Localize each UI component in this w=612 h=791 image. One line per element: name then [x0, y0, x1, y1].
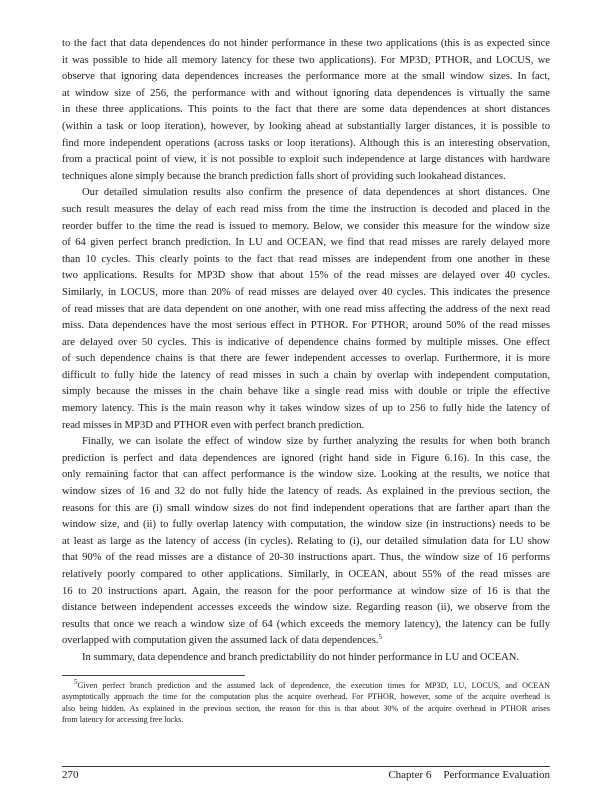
- text-line-content: relatively poorly compared to other applications. Similarly, in OCEAN, about 55% of the read misses are: [62, 569, 550, 580]
- footnote-line-content: asymptotically approach the time for the computation plus the acquire overhead. For PTHOR, however, some of the acquire overhead is: [62, 692, 550, 702]
- text-line: [62, 501, 550, 518]
- paragraph: [62, 185, 550, 434]
- text-line: [62, 567, 550, 584]
- text-line: [62, 252, 550, 269]
- text-line: [62, 584, 550, 601]
- text-line-content: it was possible to hide all memory latency for these two applications). For MP3D, PTHOR, and LOCUS, we: [62, 54, 550, 66]
- text-line-content: memory latency. This is the main reason why it takes window sizes of up to 256 to fully hide the latency of: [62, 403, 550, 415]
- page-footer: [62, 769, 550, 781]
- text-line-content: Finally, we can isolate the effect of window size by further analyzing the results for when both branch: [82, 436, 550, 448]
- text-line: [62, 650, 550, 667]
- text-line: [62, 467, 550, 484]
- chapter-number: Chapter 6: [388, 769, 432, 781]
- text-line: [62, 318, 550, 335]
- paragraph: [62, 36, 550, 185]
- text-line: [62, 550, 550, 567]
- text-line: [62, 418, 550, 435]
- text-line-content: reasons for this are (i) small window sizes do not find independent operations that are farther apart than the: [62, 502, 550, 514]
- text-line-content: to the fact that data dependences do not hinder performance in these two applications (this is as expected since: [62, 38, 550, 49]
- text-line: [62, 235, 550, 252]
- text-line-content: two applications. Results for MP3D show that about 15% of the read misses are delayed over 40 cycles.: [62, 270, 550, 282]
- text-line-content: results that once we reach a window size of 64 (which exceeds the memory latency), the latency can be fully: [62, 618, 550, 630]
- text-line: [62, 368, 550, 385]
- text-line: [62, 36, 550, 53]
- footnote-line: [62, 691, 550, 702]
- text-line: [62, 53, 550, 70]
- footnote-line-content: also being hidden. As explained in the previous section, the reason for this is that about 30% of the acquire overhead in PTHOR arises: [62, 703, 550, 713]
- text-line-content: are delayed over 50 cycles. This is indicative of dependence chains formed by multiple misses. One effect: [62, 336, 550, 348]
- running-header: [388, 769, 550, 781]
- text-line: [62, 484, 550, 501]
- text-line: [62, 600, 550, 617]
- text-line-content: (within a task or loop iteration), however, by looking ahead at substantially larger distances, it is possible to: [62, 120, 550, 132]
- text-line: [62, 219, 550, 236]
- footnote-line: [62, 703, 550, 714]
- text-line-content: prediction is perfect and data dependences are ignored (right hand side in Figure 6.16). In this case, the: [62, 452, 550, 464]
- text-line: [62, 384, 550, 401]
- footnote-line-content: from latency for accessing free locks.: [62, 714, 184, 724]
- text-line: [62, 351, 550, 368]
- text-line-content: of such dependence chains is that there are fewer independent accesses to overlap. Furthermore, it is more: [62, 353, 550, 365]
- body-text: [62, 36, 550, 667]
- text-line-content: observe that ignoring data dependences increases the performance more at the small window sizes. In fact,: [62, 71, 550, 83]
- text-line: [62, 534, 550, 551]
- text-line: [62, 102, 550, 119]
- chapter-title: Performance Evaluation: [443, 769, 550, 781]
- text-line: [62, 451, 550, 468]
- footnote-line: [62, 714, 550, 725]
- text-line: [62, 86, 550, 103]
- text-line: [62, 69, 550, 86]
- text-line-content: only remaining factor that can affect performance is the window size. Looking at the results, we notice that: [62, 469, 550, 481]
- text-line-content: in these three applications. This points to the fact that there are some data dependences at short distances: [62, 104, 550, 116]
- text-line: [62, 633, 550, 650]
- text-line-content: of 64 given perfect branch prediction. In LU and OCEAN, we find that read misses are rarely delayed more: [62, 237, 550, 249]
- text-line-content: read misses in MP3D and PTHOR even with perfect branch prediction.: [62, 419, 365, 431]
- text-line-content: window sizes of 16 and 32 do not fully hide the latency of reads. As explained in the previous section, the: [62, 486, 550, 498]
- text-line-content: at least as large as the latency of access (in cycles). Relating to (i), our detailed simulation data for LU show: [62, 535, 550, 547]
- footnote-divider: [62, 675, 245, 676]
- text-line: [62, 152, 550, 169]
- text-line: [62, 185, 550, 202]
- text-line: [62, 202, 550, 219]
- text-line: [62, 119, 550, 136]
- footnote: [62, 680, 550, 725]
- text-line-content: simply because the misses in the chain behave like a single read miss with double or triple the effective: [62, 386, 550, 398]
- page-number: 270: [62, 769, 79, 781]
- text-line: [62, 434, 550, 451]
- text-line-content: overlapped with computation given the assumed lack of data dependences.: [62, 635, 379, 647]
- footer-divider: [62, 766, 550, 767]
- text-line-content: Our detailed simulation results also confirm the presence of data dependences at short distances. One: [82, 187, 550, 199]
- text-line-content: distance between independent accesses exceeds the window size. Regarding reason (ii), we observe from the: [62, 602, 550, 614]
- text-line-content: difficult to fully hide the latency of read misses in such a chain by overlap with independent computation,: [62, 369, 550, 381]
- text-line: [62, 285, 550, 302]
- paragraph: [62, 434, 550, 650]
- text-line-content: find more independent operations (across tasks or loop iterations). Although this is an interesting observation,: [62, 137, 550, 149]
- text-line-content: such result measures the delay of each read miss from the time the instruction is decoded and placed in the: [62, 203, 550, 215]
- text-line-content: miss. Data dependences have the most serious effect in PTHOR. For PTHOR, around 50% of the read misses: [62, 320, 550, 332]
- text-line-content: that 90% of the read misses are a distance of 20-30 instructions apart. Thus, the window size of 16 performs: [62, 552, 550, 564]
- text-line-content: In summary, data dependence and branch predictability do not hinder performance in LU and OCEAN.: [82, 651, 520, 663]
- text-line: [62, 617, 550, 634]
- text-line-content: 16 to 20 instructions apart. Again, the reason for the poor performance at window size of 16 is that the: [62, 585, 550, 597]
- footnote-line: [62, 680, 550, 691]
- text-line-content: of read misses that are data dependent on one another, with one read miss affecting the address of the next read: [62, 303, 550, 315]
- paragraph: [62, 650, 550, 667]
- text-line-content: techniques alone simply because the branch prediction falls short of providing such lookahead distances.: [62, 170, 506, 182]
- text-line: [62, 517, 550, 534]
- text-line: [62, 401, 550, 418]
- text-line: [62, 268, 550, 285]
- text-line: [62, 169, 550, 186]
- text-line-content: reorder buffer to the time the read is issued to memory. Below, we consider this measure for the window size: [62, 220, 550, 232]
- text-line: [62, 335, 550, 352]
- text-line-content: window size, and (ii) to fully overlap latency with computation, the window size (in instructions) needs to be: [62, 519, 550, 531]
- footnote-line-content: Given perfect branch prediction and the assumed lack of dependence, the execution times for MP3D, LU, LOCUS, and OCEAN: [77, 681, 550, 690]
- text-line-content: Similarly, in LOCUS, more than 20% of read misses are delayed over 40 cycles. This indicates the presence: [62, 286, 550, 298]
- text-line-content: from a practical point of view, it is not possible to exploit such independence at large distances with hardware: [62, 154, 550, 166]
- footnote-reference[interactable]: 5: [378, 633, 383, 642]
- text-line-content: than 10 cycles. This clearly points to the fact that read misses are independent from one another in these: [62, 253, 550, 265]
- text-line-content: at window size of 256, the performance with and without ignoring data dependences is virtually the same: [62, 87, 550, 99]
- text-line: [62, 136, 550, 153]
- text-line: [62, 302, 550, 319]
- footnote-marker: 5: [74, 678, 78, 686]
